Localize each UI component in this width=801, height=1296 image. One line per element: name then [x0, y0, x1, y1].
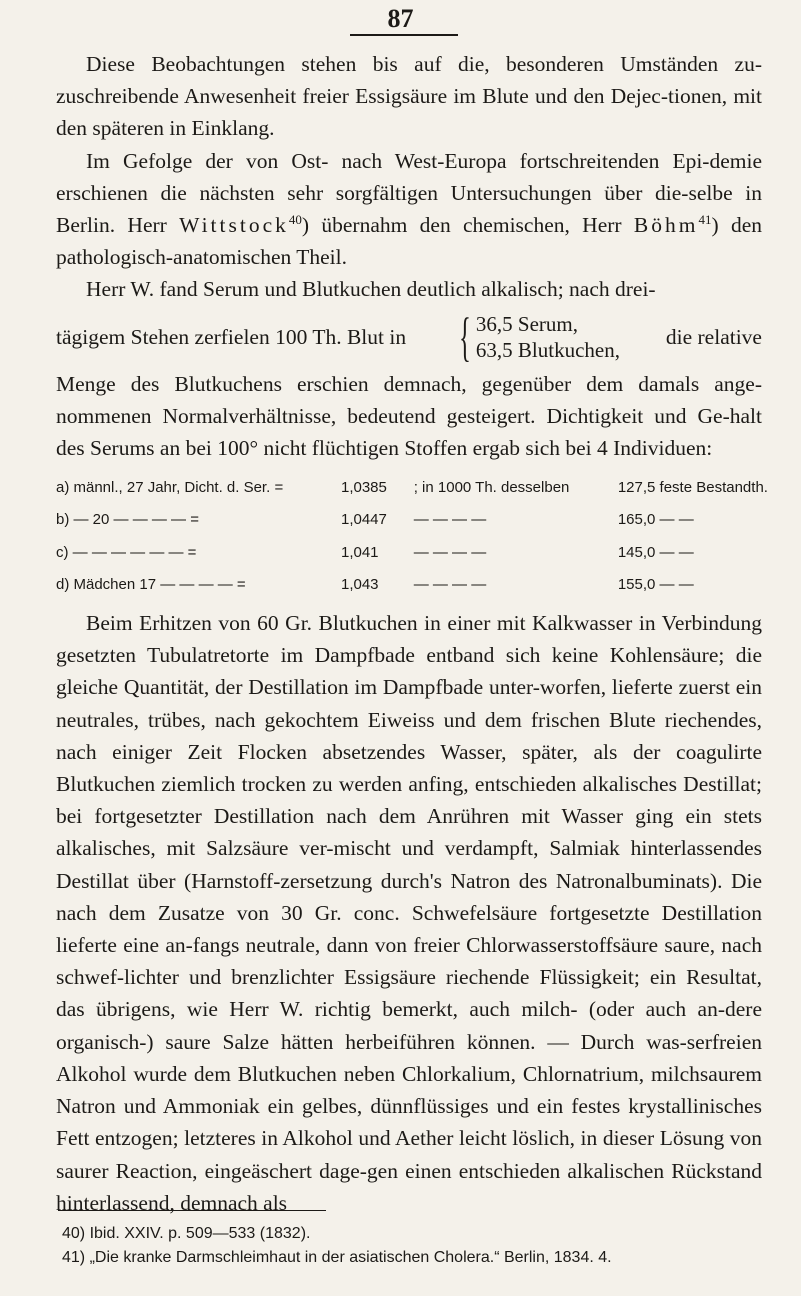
body-text [56, 48, 768, 1219]
paragraph-2-part-c: ) den pathologisch-anatomischen Theil. [56, 213, 763, 270]
row-result: 155,0 — — [617, 575, 694, 593]
footnote-40: 40) Ibid. XXIV. p. 509—533 (1832). [62, 1225, 311, 1242]
row-per: — — — — [413, 543, 487, 561]
footnote-rule [58, 1210, 326, 1211]
row-result: 145,0 — — [617, 543, 694, 561]
row-per: — — — — [413, 511, 487, 529]
brace-group [452, 306, 620, 367]
footnotes [62, 1222, 762, 1270]
paragraph-2 [56, 145, 762, 274]
header-rule [350, 34, 458, 36]
table-row [56, 472, 768, 504]
row-density: 1,043 [340, 575, 379, 593]
brace-lead-text: tägigem Stehen zerfielen 100 Th. Blut in [56, 324, 407, 349]
row-density: 1,0385 [340, 479, 387, 497]
brace-tail-text: die relative [665, 324, 762, 349]
row-density: 1,0447 [340, 511, 387, 529]
paragraph-3-line-1: Herr W. fand Serum und Blutkuchen deutlich alkalisch; nach drei- [86, 277, 656, 302]
table-row [56, 504, 768, 536]
row-result: 165,0 — — [617, 511, 694, 529]
curly-brace: { [459, 306, 471, 367]
page-number: 87 [387, 4, 414, 33]
paragraph-2-part-a: Im Gefolge der von Ost- nach West-Europa fortschreitenden Epi-demie erschienen die nächsten sehr sorgfältigen Untersuchungen über die-selbe in Berlin. Herr [56, 148, 762, 238]
brace-item-serum: 36,5 Serum, [475, 311, 578, 336]
paragraph-3-continuation: Menge des Blutkuchens erschien demnach, gegenüber dem damals ange-nommenen Normalverhältnisse, bedeutend gesteigert. Dichtigkeit und Ge-halt des Serums an bei 100° nicht flüchtigen Stoffen ergab sich bei 4 Individuen: [56, 371, 762, 461]
paragraph-2-part-b: ) übernahm den chemischen, Herr [301, 213, 634, 238]
paragraph-4: Beim Erhitzen von 60 Gr. Blutkuchen in einer mit Kalkwasser in Verbindung gesetzten Tubulatretorte im Dampfbade entband sich keine Kohlensäure; die gleiche Quantität, der Destillation im Dampfbade unter-worfen, lieferte zuerst ein neutrales, trübes, nach gekochtem Eiweiss und dem frischen Blute riechendes, nach einiger Zeit Flocken absetzendes Wasser, später, als der coagulirte Blutkuchen ziemlich trocken zu werden anfing, entschieden alkalisches Destillat; bei fortgesetzter Destillation nach dem Anrühren mit Wasser ging ein stets alkalisches, mit Salzsäure ver-mischt und verdampft, Salmiak hinterlassendes Destillat über (Harnstoff-zersetzung durch's Natron des Natronalbuminats). Die nach dem Zusatze von 30 Gr. conc. Schwefelsäure fortgesetzte Destillation lieferte eine an-fangs neutrale, dann von freier Chlorwasserstoffsäure saure, nach schwef-lichter und brenzlichter Essigsäure riechende Flüssigkeit; ein Resultat, das übrigens, wie Herr W. richtig bemerkt, auch milch- (oder auch an-dere organisch-) saure Salze hätten herbeiführen können. — Durch was-serfreien Alkohol wurde dem Blutkuchen neben Chlorkalium, Chlornatrium, milchsaurem Natron und Ammoniak ein gelbes, dünnflüssiges und ein festes krystallinisches Fett entzogen; letzteres in Alkohol und Aether leicht löslich, in dieser Lösung von saurer Reaction, eingeäschert dage-gen einen entschieden alkalischen Rückstand hinterlassend, demnach als [56, 611, 762, 1215]
footnote-ref-40: 40 [288, 211, 302, 227]
author-name-wittstock: Wittstock [179, 213, 289, 238]
table-row [56, 537, 768, 569]
row-label: b) — 20 — — — — = [56, 511, 199, 529]
footnote-41: 41) „Die kranke Darmschleimhaut in der asiatischen Cholera.“ Berlin, 1834. 4. [62, 1249, 612, 1266]
row-per: ; in 1000 Th. desselben [413, 479, 570, 497]
paragraph-1: Diese Beobachtungen stehen bis auf die, besonderen Umständen zu-zuschreibende Anwesenheit freier Essigsäure im Blute und den Dejec-tionen, mit den späteren in Einklang. [56, 52, 762, 141]
brace-items [476, 311, 620, 363]
measurement-table [56, 472, 768, 601]
row-label: a) männl., 27 Jahr, Dicht. d. Ser. = [56, 479, 284, 497]
footnote-ref-41: 41 [698, 211, 712, 227]
row-label: d) Mädchen 17 — — — — = [56, 575, 246, 593]
brace-line [56, 306, 762, 368]
brace-item-blutkuchen: 63,5 Blutkuchen, [475, 337, 620, 362]
row-density: 1,041 [340, 543, 379, 561]
row-label: c) — — — — — — = [56, 543, 197, 561]
row-result: 127,5 feste Bestandth. [617, 479, 768, 497]
table-row [56, 569, 768, 601]
row-per: — — — — [413, 575, 487, 593]
author-name-boehm: Böhm [633, 213, 699, 238]
